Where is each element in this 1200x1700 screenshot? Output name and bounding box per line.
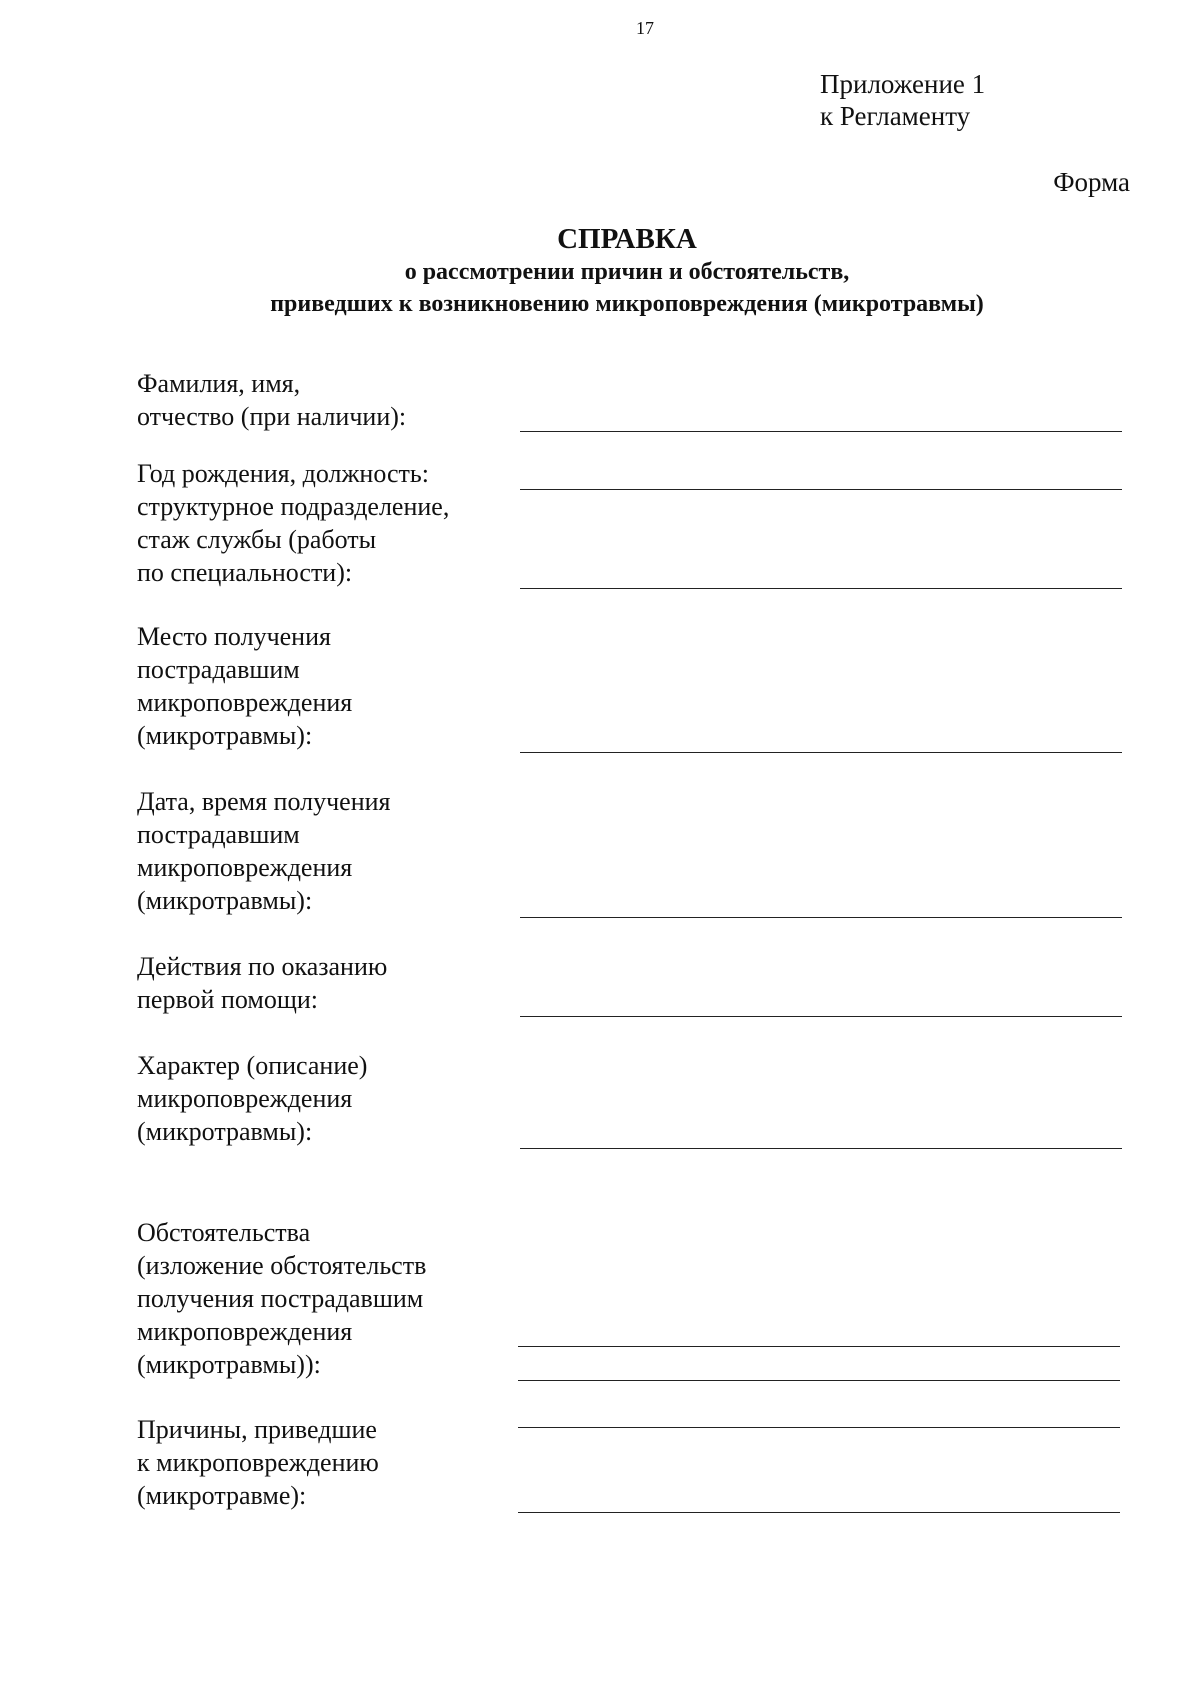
fill-line-first-aid[interactable] [520, 1016, 1122, 1017]
document-title [0, 222, 1200, 320]
field-label-line: пострадавшим [137, 820, 300, 849]
fill-line-circumstances-2[interactable] [518, 1380, 1120, 1381]
field-label-line: Фамилия, имя, [137, 369, 301, 398]
appendix-line-2: к Регламенту [820, 101, 971, 131]
field-label-line: отчество (при наличии): [137, 402, 407, 431]
field-label-circumstances [137, 1216, 426, 1381]
field-label-line: Обстоятельства [137, 1218, 311, 1247]
field-label-line: Действия по оказанию [137, 952, 388, 981]
field-label-place [137, 620, 352, 752]
field-label-line: микроповреждения [137, 688, 353, 717]
field-label-line: структурное подразделение, [137, 492, 450, 521]
fill-line-circumstances-1[interactable] [518, 1346, 1120, 1347]
field-label-character [137, 1049, 367, 1148]
field-label-line: Причины, приведшие [137, 1415, 377, 1444]
fill-line-birth-position[interactable] [520, 489, 1122, 490]
field-label-line: микроповреждения [137, 1084, 353, 1113]
field-label-line: стаж службы (работы [137, 525, 377, 554]
field-label-line: Место получения [137, 622, 331, 651]
fill-line-causes-2[interactable] [518, 1512, 1120, 1513]
field-label-line: (микротравмы)): [137, 1350, 321, 1379]
field-label-line: Дата, время получения [137, 787, 391, 816]
fill-line-place[interactable] [520, 752, 1122, 753]
field-label-line: микроповреждения [137, 853, 353, 882]
appendix-reference [820, 68, 985, 132]
field-label-first-aid [137, 950, 387, 1016]
field-label-line: получения пострадавшим [137, 1284, 424, 1313]
appendix-line-1: Приложение 1 [820, 69, 986, 99]
title-line-3: приведших к возникновению микроповреждения (микротравмы) [270, 291, 984, 317]
field-label-line: (микротравме): [137, 1481, 307, 1510]
field-label-line: микроповреждения [137, 1317, 353, 1346]
field-label-line: Характер (описание) [137, 1051, 368, 1080]
field-label-line: первой помощи: [137, 985, 318, 1014]
title-line-2: о рассмотрении причин и обстоятельств, [404, 259, 850, 285]
fill-line-full-name[interactable] [520, 431, 1122, 432]
field-label-line: (изложение обстоятельств [137, 1251, 427, 1280]
title-main: СПРАВКА [557, 223, 697, 255]
field-label-full-name [137, 367, 406, 433]
field-label-line: по специальности): [137, 558, 353, 587]
field-label-line: (микротравмы): [137, 721, 313, 750]
field-label-birth-position [137, 457, 449, 589]
field-label-date-time [137, 785, 391, 917]
page-number: 17 [636, 18, 654, 38]
field-label-line: Год рождения, должность: [137, 459, 429, 488]
form-label: Форма [1053, 167, 1130, 197]
fill-line-character[interactable] [520, 1148, 1122, 1149]
field-label-line: (микротравмы): [137, 1117, 313, 1146]
fill-line-date-time[interactable] [520, 917, 1122, 918]
field-label-causes [137, 1413, 379, 1512]
field-label-line: пострадавшим [137, 655, 300, 684]
field-label-line: (микротравмы): [137, 886, 313, 915]
field-label-line: к микроповреждению [137, 1448, 379, 1477]
fill-line-causes-1[interactable] [518, 1427, 1120, 1428]
fill-line-department-experience[interactable] [520, 588, 1122, 589]
